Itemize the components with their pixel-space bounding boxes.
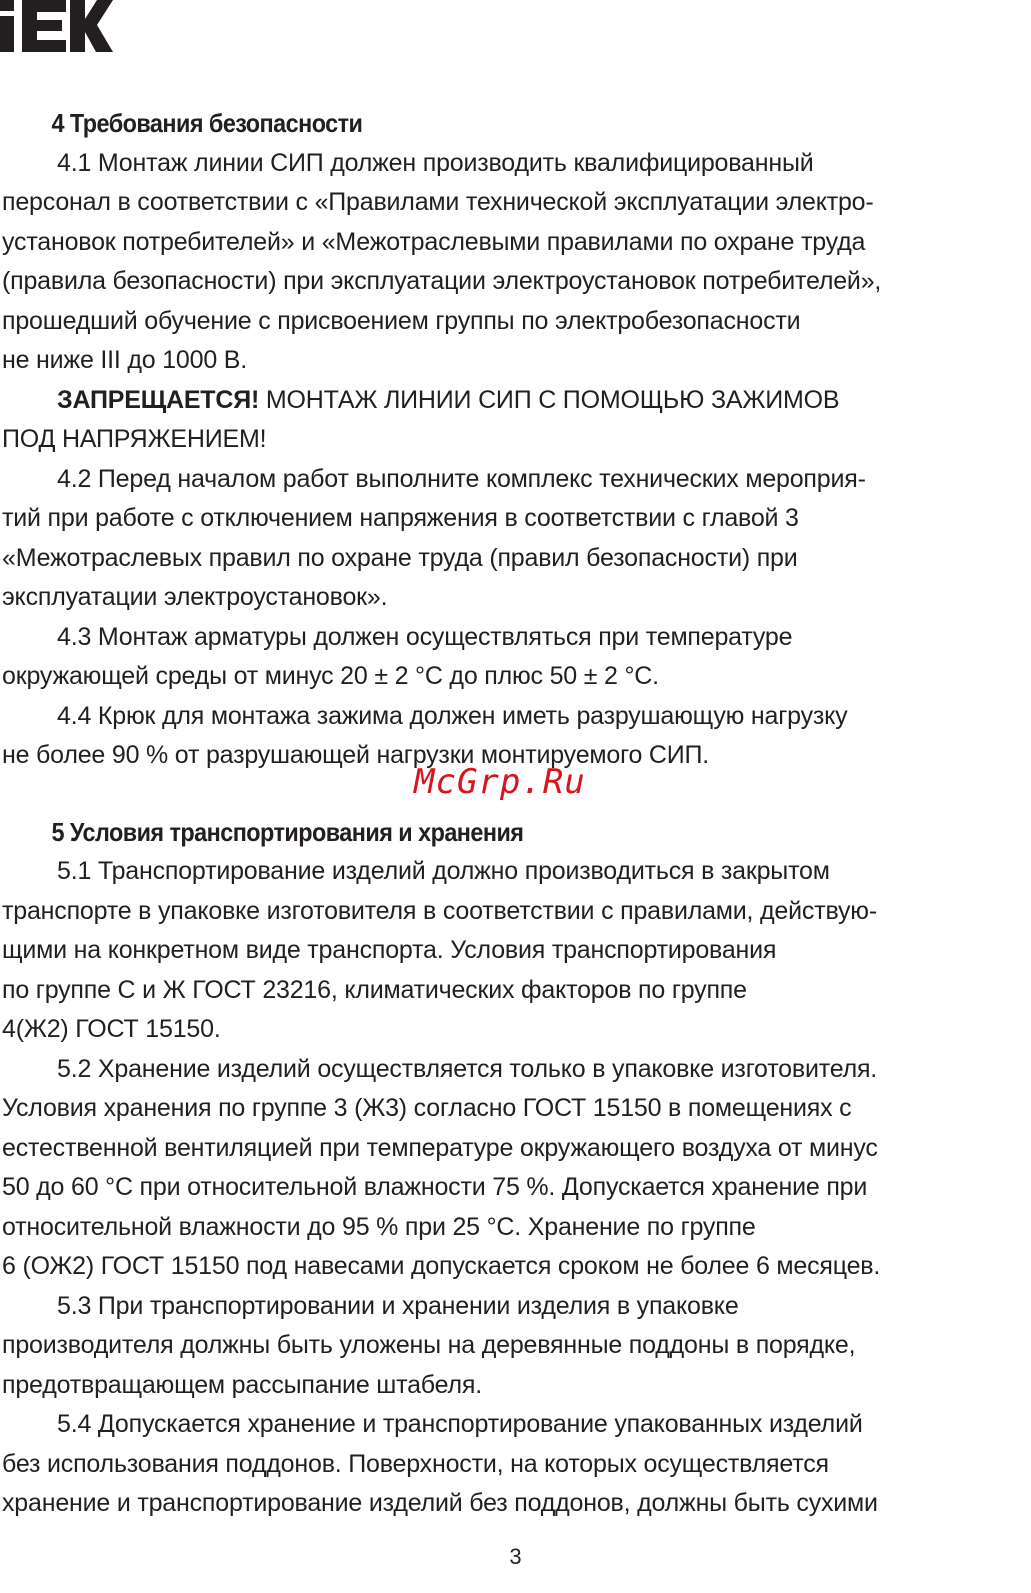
paragraph-line: персонал в соответствии с «Правилами технической эксплуатации электро- <box>2 188 874 216</box>
paragraph-line: 4(Ж2) ГОСТ 15150. <box>2 1015 221 1043</box>
section-4-heading: 4 Требования безопасности <box>51 108 363 138</box>
paragraph-line: не ниже III до 1000 В. <box>2 346 248 374</box>
paragraph-line: 5.4 Допускается хранение и транспортирование упакованных изделий <box>57 1410 863 1438</box>
paragraph-line: 50 до 60 °С при относительной влажности 75 %. Допускается хранение при <box>2 1173 868 1201</box>
warning-line-2: ПОД НАПРЯЖЕНИЕМ! <box>2 425 267 453</box>
paragraph-line: хранение и транспортирование изделий без поддонов, должны быть сухими <box>2 1489 878 1517</box>
watermark[interactable]: McGrp.Ru <box>414 762 586 802</box>
paragraph-line: 4.2 Перед началом работ выполните комплекс технических мероприя- <box>57 464 866 493</box>
section-5-heading: 5 Условия транспортирования и хранения <box>51 816 524 847</box>
paragraph-line: 5.3 При транспортировании и хранении изделия в упаковке <box>57 1291 739 1320</box>
paragraph-line: 4.3 Монтаж арматуры должен осуществляться при температуре <box>57 622 793 651</box>
iek-logo <box>0 0 113 52</box>
warning-text: МОНТАЖ ЛИНИИ СИП С ПОМОЩЬЮ ЗАЖИМОВ <box>259 385 840 414</box>
paragraph-line: (правила безопасности) при эксплуатации электроустановок потребителей», <box>2 267 882 295</box>
warning-label: ЗАПРЕЩАЕТСЯ! <box>57 385 260 414</box>
paragraph-line: 5.1 Транспортирование изделий должно производиться в закрытом <box>57 857 830 885</box>
paragraph-line: щими на конкретном виде транспорта. Условия транспортирования <box>2 936 777 964</box>
document-body <box>2 104 1026 1524</box>
warning-line <box>2 381 1026 421</box>
paragraph-line: «Межотраслевых правил по охране труда (правил безопасности) при <box>2 543 798 572</box>
paragraph-line: окружающей среды от минус 20 ± 2 °С до плюс 50 ± 2 °С. <box>2 662 659 690</box>
paragraph-line: по группе С и Ж ГОСТ 23216, климатических факторов по группе <box>2 975 747 1004</box>
paragraph-line: 4.1 Монтаж линии СИП должен производить квалифицированный <box>57 148 814 177</box>
paragraph-line: эксплуатации электроустановок». <box>2 583 388 611</box>
paragraph-line: 5.2 Хранение изделий осуществляется только в упаковке изготовителя. <box>57 1054 878 1083</box>
paragraph-line: производителя должны быть уложены на деревянные поддоны в порядке, <box>2 1331 856 1359</box>
paragraph-line: не более 90 % от разрушающей нагрузки монтируемого СИП. <box>2 741 710 769</box>
paragraph-line: предотвращающем рассыпание штабеля. <box>2 1370 482 1399</box>
paragraph-line: прошедший обучение с присвоением группы по электробезопасности <box>2 306 801 335</box>
paragraph-line: 4.4 Крюк для монтажа зажима должен иметь разрушающую нагрузку <box>57 701 848 730</box>
paragraph-line: Условия хранения по группе 3 (Ж3) согласно ГОСТ 15150 в помещениях с <box>2 1094 852 1122</box>
paragraph-line: установок потребителей» и «Межотраслевыми правилами по охране труда <box>2 227 866 256</box>
paragraph-line: естественной вентиляцией при температуре окружающего воздуха от минус <box>2 1133 878 1162</box>
paragraph-line: 6 (ОЖ2) ГОСТ 15150 под навесами допускается сроком не более 6 месяцев. <box>2 1252 881 1280</box>
paragraph-line: транспорте в упаковке изготовителя в соответствии с правилами, действую- <box>2 896 877 925</box>
paragraph-line: относительной влажности до 95 % при 25 °С. Хранение по группе <box>2 1212 756 1241</box>
page-number: 3 <box>509 1544 522 1569</box>
paragraph-line: тий при работе с отключением напряжения в соответствии с главой 3 <box>2 504 799 532</box>
paragraph-line: без использования поддонов. Поверхности, на которых осуществляется <box>2 1449 829 1478</box>
